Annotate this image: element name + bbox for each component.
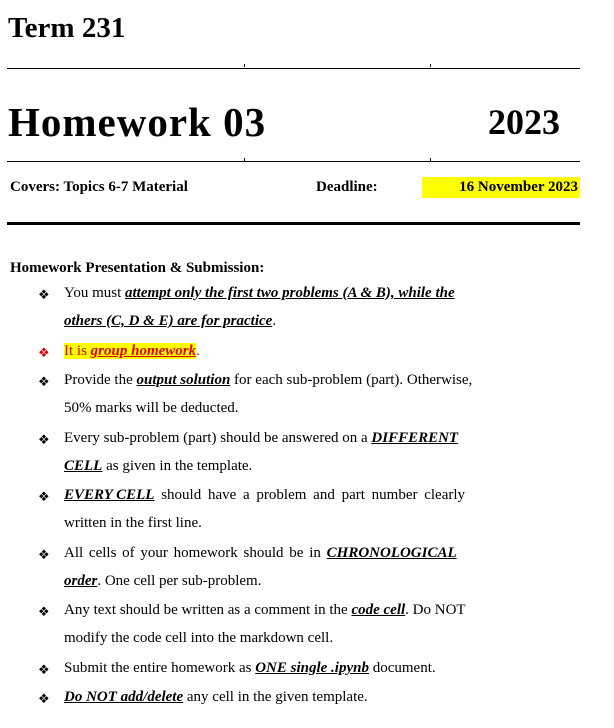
bullet-9-line-1: Do NOT add/delete any cell in the given template.	[64, 689, 368, 705]
bullet-4-line-2: CELL as given in the template.	[64, 458, 253, 474]
bullet-8-line-1: Submit the entire homework as ONE single .ipynb document.	[64, 660, 436, 676]
diamond-bullet-icon: ❖	[38, 432, 50, 447]
bullet-6-line-2: order. One cell per sub-problem.	[64, 573, 262, 589]
diamond-bullet-icon: ❖	[38, 287, 50, 302]
deadline-label: Deadline:	[316, 179, 378, 195]
deadline-value: 16 November 2023	[422, 177, 580, 198]
divider-tick	[430, 158, 431, 161]
divider-middle	[7, 161, 580, 162]
divider-tick	[244, 64, 245, 67]
divider-thick	[7, 222, 580, 225]
bullet-5-line-1: EVERY CELL should have a problem and part number clearly	[64, 487, 466, 503]
section-title: Homework Presentation & Submission:	[10, 260, 265, 276]
homework-year: 2023	[488, 102, 560, 142]
bullet-7-line-2: modify the code cell into the markdown cell.	[64, 630, 334, 646]
bullet-4-line-1: Every sub-problem (part) should be answered on a DIFFERENT	[64, 430, 459, 446]
diamond-bullet-icon: ❖	[38, 691, 50, 706]
diamond-bullet-icon: ❖	[38, 489, 50, 504]
bullet-6-line-1: All cells of your homework should be in CHRONOLOGICAL	[64, 545, 457, 561]
bullet-5-line-2: written in the first line.	[64, 515, 202, 531]
diamond-bullet-icon: ❖	[38, 604, 50, 619]
covers-text: Covers: Topics 6-7 Material	[10, 179, 188, 195]
term-label: Term 231	[8, 12, 126, 44]
bullet-1-line-2: others (C, D & E) are for practice.	[64, 313, 277, 329]
bullet-1-line-1: You must attempt only the first two problems (A & B), while the	[64, 285, 455, 301]
bullet-2-line-1: It is group homework.	[64, 343, 200, 359]
bullet-3-line-2: 50% marks will be deducted.	[64, 400, 239, 416]
bullet-3-line-1: Provide the output solution for each sub-problem (part). Otherwise,	[64, 372, 473, 388]
divider-top	[7, 68, 580, 69]
bullet-7-line-1: Any text should be written as a comment in the code cell. Do NOT	[64, 602, 466, 618]
divider-tick	[244, 158, 245, 161]
diamond-bullet-icon: ❖	[38, 345, 50, 360]
diamond-bullet-icon: ❖	[38, 662, 50, 677]
homework-title: Homework 03	[8, 99, 267, 145]
divider-tick	[430, 64, 431, 67]
diamond-bullet-icon: ❖	[38, 547, 50, 562]
diamond-bullet-icon: ❖	[38, 374, 50, 389]
